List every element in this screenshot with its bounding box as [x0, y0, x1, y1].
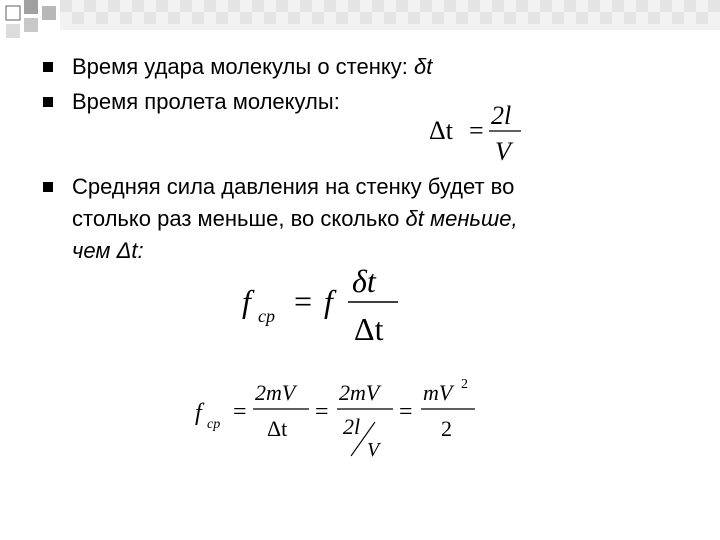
- bullet-text-line-1: [72, 173, 514, 201]
- formula-f-symbol: f: [324, 283, 333, 319]
- formula-equals: =: [399, 399, 413, 425]
- formula-subscript: cp: [207, 417, 221, 432]
- formula-denominator: 2: [441, 416, 452, 441]
- bullet-text-line-2: [72, 205, 518, 233]
- formula-denominator: V: [495, 137, 511, 166]
- formula-flight-time: [425, 96, 525, 168]
- formula-denominator-denominator: V: [367, 439, 380, 461]
- delta-t-symbol: δt: [413, 54, 433, 79]
- formula-exponent: 2: [461, 377, 468, 392]
- decorative-checker-pattern: [0, 0, 720, 44]
- formula-f-symbol: f: [195, 400, 202, 426]
- bullet-text-line-3: [72, 237, 144, 265]
- bullet-text-impact-time: [72, 53, 432, 81]
- formula-equals: =: [294, 283, 313, 319]
- bullet-marker: [43, 182, 53, 192]
- formula-numerator: 2mV: [255, 380, 296, 405]
- bullet-marker: [43, 97, 53, 107]
- formula-lhs: Δt: [429, 116, 453, 145]
- formula-numerator: mV: [423, 380, 453, 405]
- formula-subscript: cp: [258, 306, 275, 326]
- formula-denominator: Δt: [267, 416, 288, 441]
- bullet-text-flight-time: Время пролета молекулы:: [72, 89, 340, 114]
- formula-average-force: [238, 258, 408, 350]
- formula-equals: =: [469, 116, 484, 145]
- formula-equals: =: [233, 399, 247, 425]
- formula-numerator: 2mV: [339, 380, 380, 405]
- bullet-text: Средняя сила давления на стенку будет во: [72, 174, 515, 199]
- bullet-text-italic: δt меньше,: [405, 206, 518, 231]
- bullet-text-italic: чем Δt:: [72, 238, 144, 263]
- formula-equals: =: [315, 399, 329, 425]
- formula-numerator: δt: [352, 263, 376, 299]
- bullet-marker: [43, 62, 53, 72]
- formula-denominator: Δt: [354, 311, 384, 347]
- formula-f-symbol: f: [242, 283, 251, 319]
- formula-numerator: 2l: [491, 101, 512, 130]
- formula-denominator-numerator: 2l: [343, 414, 361, 439]
- bullet-text: столько раз меньше, во сколько: [72, 206, 406, 231]
- formula-force-derivation: [193, 372, 483, 464]
- bullet-text: Время удара молекулы о стенку:: [72, 54, 414, 79]
